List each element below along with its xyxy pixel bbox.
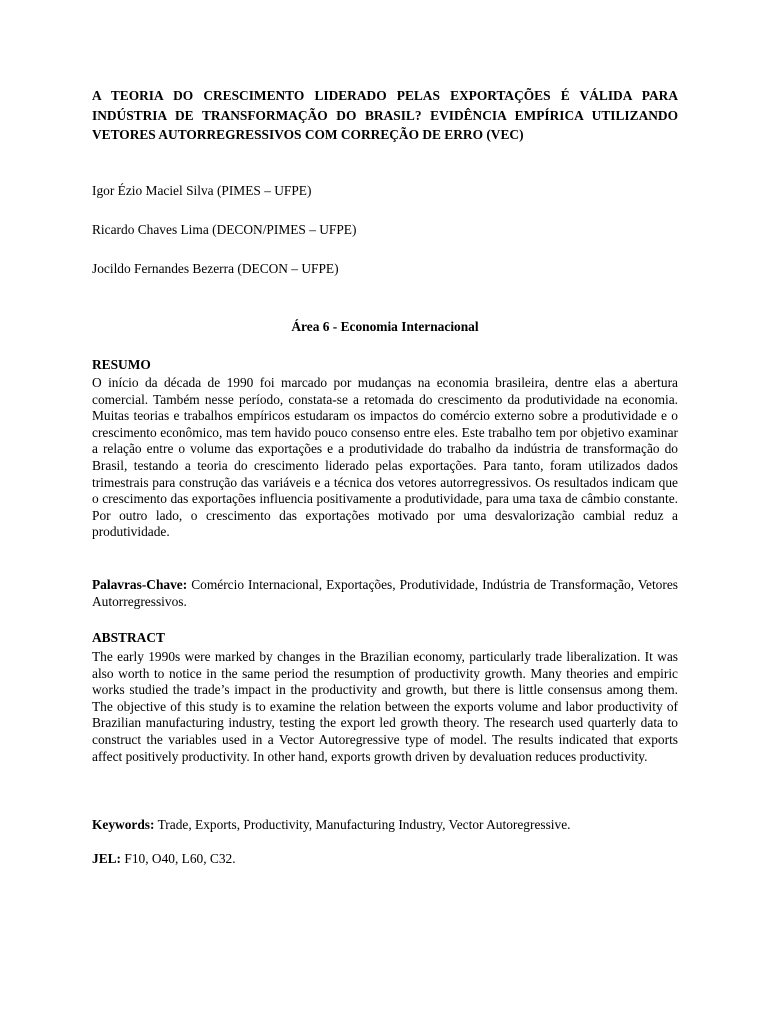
palavras-chave	[92, 577, 678, 610]
palavras-chave-text: Comércio Internacional, Exportações, Produtividade, Indústria de Transformação, Vetores Autorregressivos.	[92, 577, 678, 609]
author-3: Jocildo Fernandes Bezerra (DECON – UFPE)	[92, 261, 339, 276]
resumo-text: O início da década de 1990 foi marcado por mudanças na economia brasileira, dentre elas a abertura comercial. Também nesse período, constata-se a retomada do crescimento da produtividade na economia. Muitas teorias e trabalhos empíricos estudaram os impactos do comércio externo sobre a produtividade e o crescimento econômico, mas tem havido pouco consenso entre eles. Este trabalho tem por objetivo examinar a relação entre o volume das exportações e a produtividade do trabalho da indústria de transformação do Brasil, testando a teoria do crescimento liderado pelas exportações. Para tanto, foram utilizados dados trimestrais para construção das variáveis e a técnica dos vetores autorregressivos. Os resultados indicam que o crescimento das exportações influencia positivamente a produtividade, para uma taxa de câmbio constante. Por outro lado, o crescimento das exportações motivado por uma desvalorização cambial reduz a produtividade.	[92, 375, 678, 540]
abstract-text: The early 1990s were marked by changes in the Brazilian economy, particularly trade liberalization. It was also worth to notice in the same period the resumption of productivity growth. Many theories and empiric works studied the trade’s impact in the productivity and growth, but there is little consensus among them. The objective of this study is to examine the relation between the exports volume and labor productivity of Brazilian manufacturing industry, testing the export led growth theory. The research used quarterly data to construct the variables used in a Vector Autoregressive type of model. The results indicated that exports affect positively productivity. In other hand, exports growth driven by devaluation reduces productivity.	[92, 649, 678, 764]
jel-text: F10, O40, L60, C32.	[121, 851, 236, 866]
area-label: Área 6 - Economia Internacional	[291, 319, 479, 334]
palavras-chave-label: Palavras-Chave:	[92, 577, 188, 592]
jel-codes	[92, 851, 678, 868]
resumo-heading: RESUMO	[92, 357, 151, 372]
author-2: Ricardo Chaves Lima (DECON/PIMES – UFPE)	[92, 222, 357, 237]
abstract-heading: ABSTRACT	[92, 630, 165, 645]
keywords-label: Keywords:	[92, 817, 155, 832]
jel-label: JEL:	[92, 851, 122, 866]
author-1: Igor Ézio Maciel Silva (PIMES – UFPE)	[92, 183, 312, 198]
keywords	[92, 817, 678, 834]
keywords-text: Trade, Exports, Productivity, Manufacturing Industry, Vector Autoregressive.	[154, 817, 571, 832]
paper-title: A TEORIA DO CRESCIMENTO LIDERADO PELAS EXPORTAÇÕES É VÁLIDA PARA INDÚSTRIA DE TRANSFORMAÇÃO DO BRASIL? EVIDÊNCIA EMPÍRICA UTILIZANDO VETORES AUTORREGRESSIVOS COM CORREÇÃO DE ERRO (VEC)	[92, 88, 678, 142]
